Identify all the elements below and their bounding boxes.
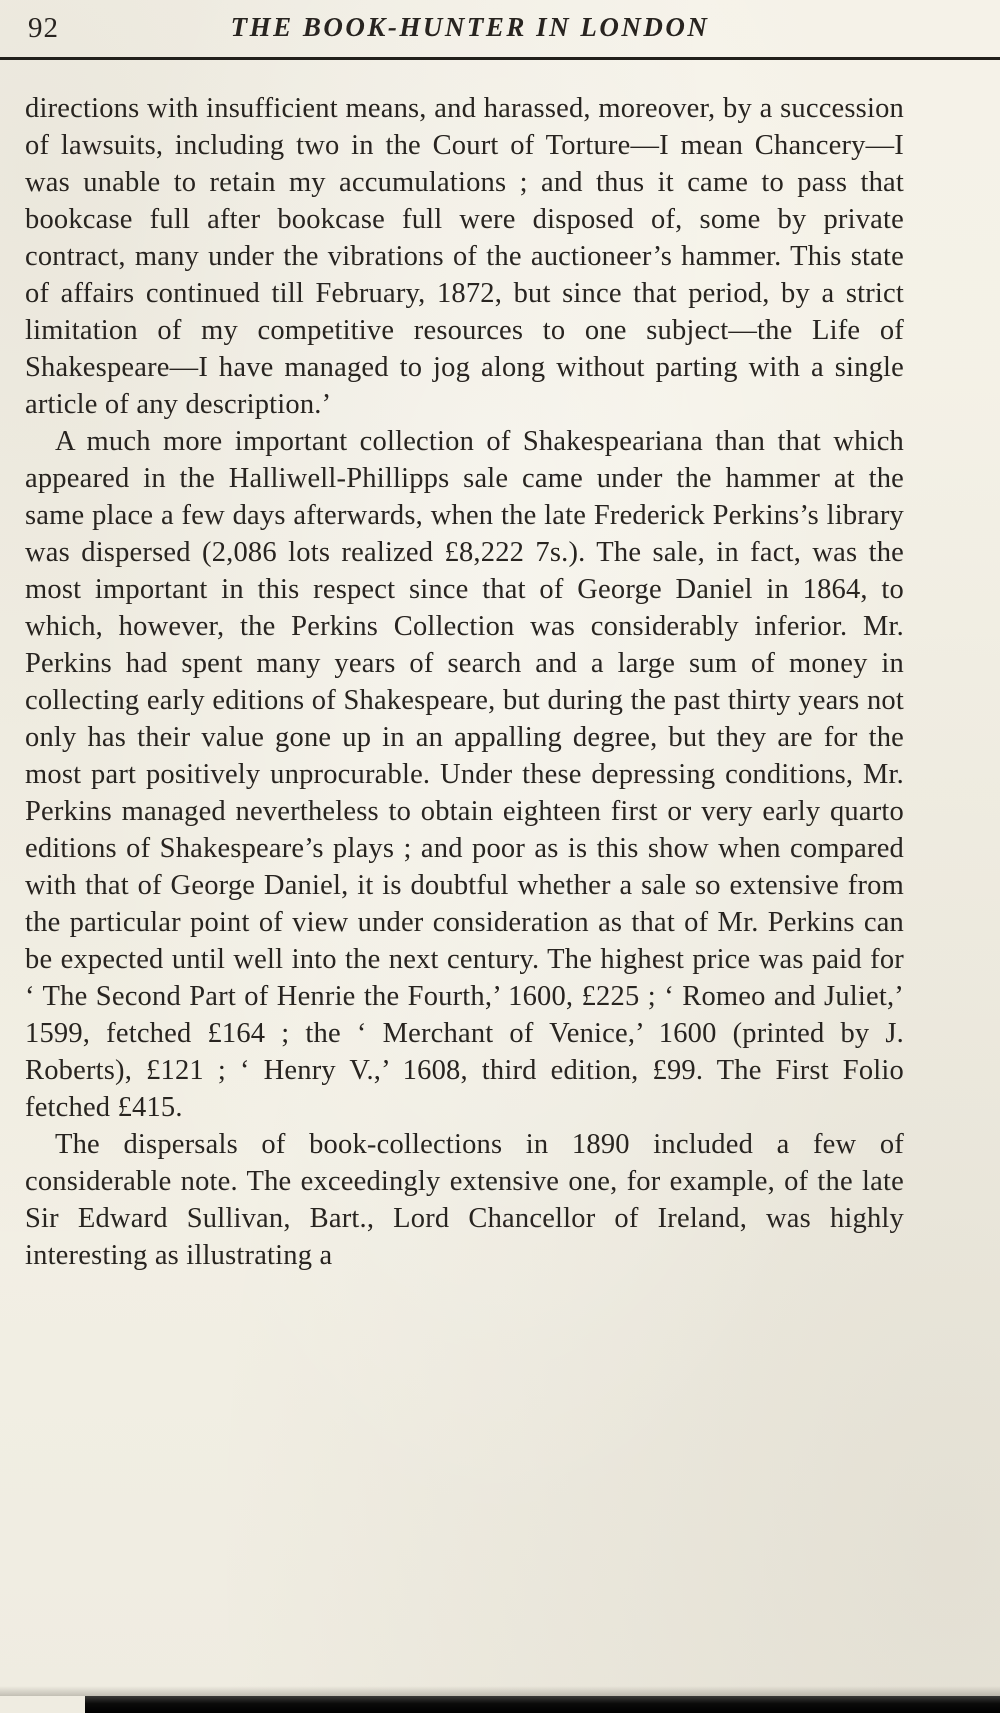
scan-edge-bottom <box>85 1696 1000 1713</box>
paragraph: A much more important collection of Shakespeariana than that which appeared in the Halliwell-Phillipps sale came under the hammer at the same place a few days afterwards, when the late Frederick Perkins’s library was dispersed (2,086 lots realized £8,222 7s.). The sale, in fact, was the most important in this respect since that of George Daniel in 1864, to which, however, the Perkins Collection was considerably inferior. Mr. Perkins had spent many years of search and a large sum of money in collecting early editions of Shakespeare, but during the past thirty years not only has their value gone up in an appalling degree, but they are for the most part positively unprocurable. Under these depressing conditions, Mr. Perkins managed nevertheless to obtain eighteen first or very early quarto editions of Shakespeare’s plays ; and poor as is this show when compared with that of George Daniel, it is doubtful whether a sale so extensive from the particular point of view under consideration as that of Mr. Perkins can be expected until well into the next century. The highest price was paid for ‘ The Second Part of Henrie the Fourth,’ 1600, £225 ; ‘ Romeo and Juliet,’ 1599, fetched £164 ; the ‘ Merchant of Venice,’ 1600 (printed by J. Roberts), £121 ; ‘ Henry V.,’ 1608, third edition, £99. The First Folio fetched £415. <box>25 426 904 1123</box>
paragraph: The dispersals of book-collections in 1890 included a few of considerable note. The exceedingly extensive one, for example, of the late Sir Edward Sullivan, Bart., Lord Chancellor of Ireland, was highly interesting as illustrating a <box>25 1129 904 1271</box>
running-title: THE BOOK-HUNTER IN LONDON <box>230 12 710 42</box>
running-header <box>0 0 1000 58</box>
header-rule <box>0 57 1000 60</box>
body-text <box>25 90 904 1274</box>
scan-edge-shadow <box>0 1686 1000 1696</box>
page-number: 92 <box>28 12 59 44</box>
paragraph: directions with insufficient means, and harassed, moreover, by a succession of lawsuits, including two in the Court of Torture—I mean Chancery—I was unable to retain my accumulations ; and thus it came to pass that bookcase full after bookcase full were disposed of, some by private contract, many under the vibrations of the auctioneer’s hammer. This state of affairs continued till February, 1872, but since that period, by a strict limitation of my competitive resources to one subject—the Life of Shakespeare—I have managed to jog along without parting with a single article of any description.’ <box>25 93 904 420</box>
